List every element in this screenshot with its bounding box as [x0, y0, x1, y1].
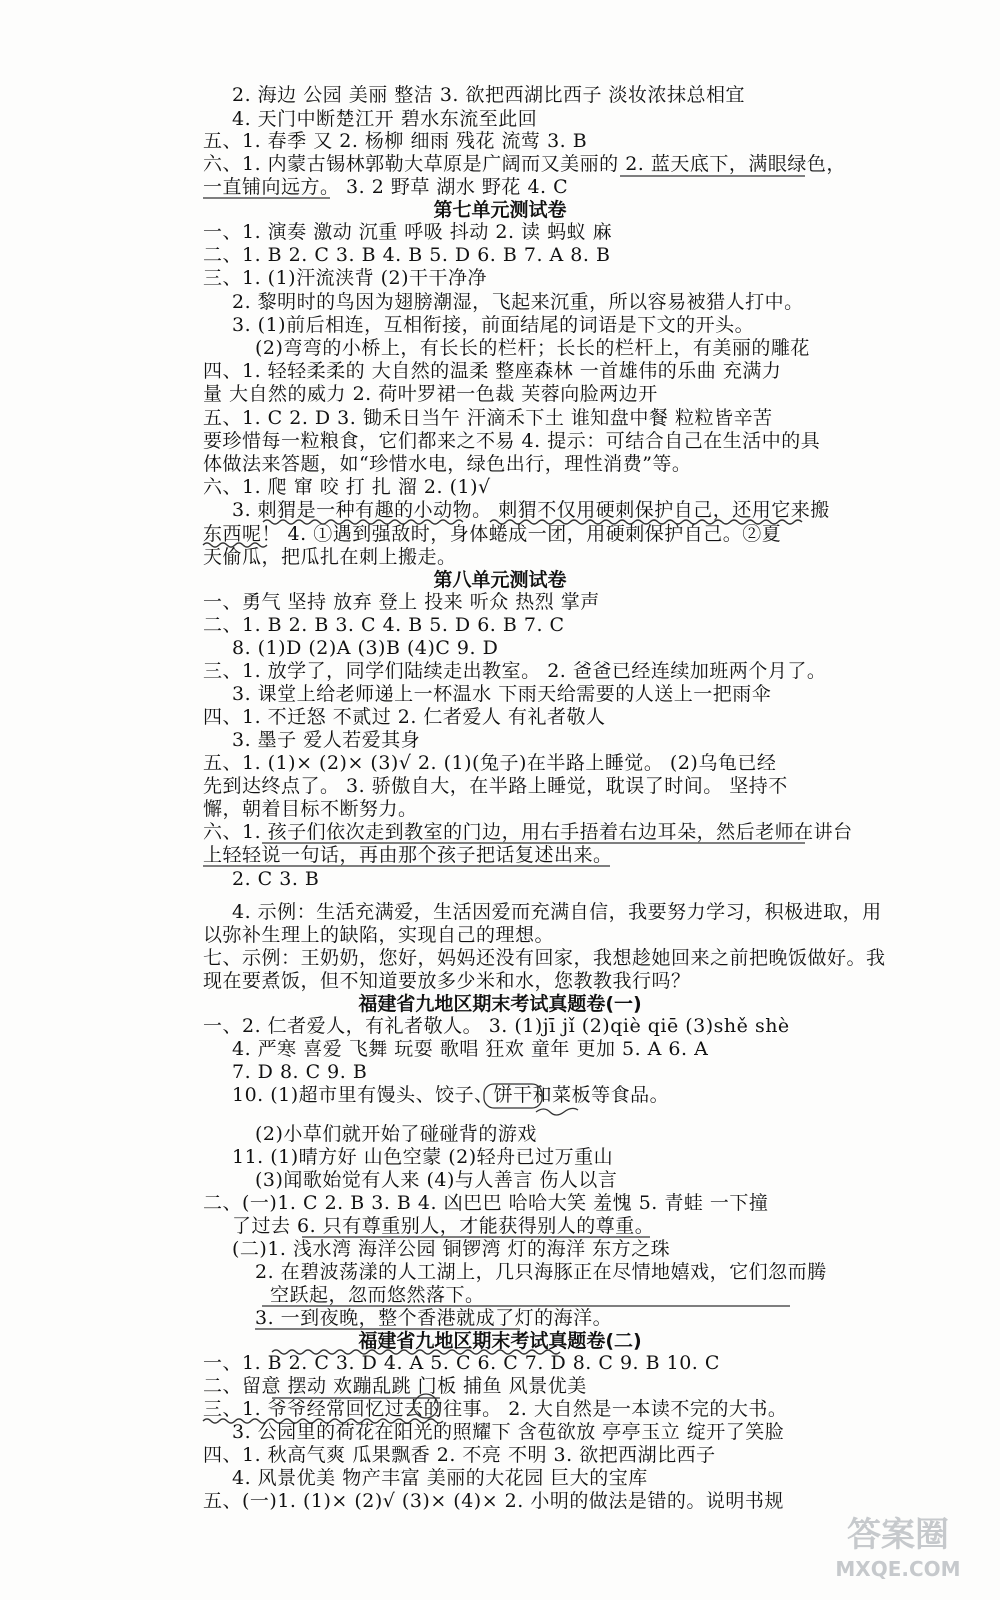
answer-line: 三、1. (1)汗流浃背 (2)干干净净 [203, 267, 488, 289]
watermark-logo [814, 1506, 982, 1586]
answer-line: 要珍惜每一粒粮食，它们都来之不易 4. 提示：可结合自己在生活中的具 [203, 430, 821, 452]
answer-line: (2)小草们就开始了碰碰背的游戏 [255, 1123, 537, 1145]
answer-line: 3. 课堂上给老师递上一杯温水 下雨天给需要的人送上一把雨伞 [232, 683, 772, 705]
wavy-underline-mark [490, 520, 802, 524]
wavy-underline-mark [272, 1350, 560, 1354]
answer-line: 二、留意 摆动 欢蹦乱跳 门板 捕鱼 风景优美 [203, 1375, 587, 1397]
answer-line: 一、1. B 2. C 3. D 4. A 5. C 6. C 7. D 8. C 9. B 10. C [203, 1352, 720, 1374]
answer-line: 一、勇气 坚持 放弃 登上 投来 听众 热烈 掌声 [203, 591, 600, 613]
answer-line: 空跃起，忽而悠然落下。 [270, 1284, 485, 1306]
answer-line: (3)闻歌始觉有人来 (4)与人善言 伤人以言 [255, 1169, 618, 1191]
answer-line: 现在要煮饭，但不知道要放多少米和水，您教教我行吗？ [203, 970, 691, 992]
section-title: 第八单元测试卷 [433, 569, 567, 591]
answer-line: 3. 刺猬是一种有趣的小动物。 刺猬不仅用硬刺保护自己，还用它来搬 [232, 499, 830, 521]
answer-line: 量 大自然的威力 2. 荷叶罗裙一色裁 芙蓉向脸两边开 [203, 383, 658, 405]
answer-line: 以弥补生理上的缺陷，实现自己的理想。 [203, 924, 555, 946]
answer-line: 七、示例：王奶奶，您好，妈妈还没有回家，我想趁她回来之前把晚饭做好。我 [203, 947, 886, 969]
answer-line: 一、2. 仁者爱人，有礼者敬人。 3. (1)jī jǐ (2)qiè qiē (3)shě shè [203, 1015, 790, 1037]
answer-line: 先到达终点了。 3. 骄傲自大，在半路上睡觉，耽误了时间。 坚持不 [203, 775, 788, 797]
answer-line: 4. 示例：生活充满爱，生活因爱而充满自信，我要努力学习，积极进取，用 [232, 901, 882, 923]
answer-line: 二、(一)1. C 2. B 3. B 4. 凶巴巴 哈哈大笑 羞愧 5. 青蛙 一下撞 [203, 1192, 769, 1214]
squiggle-mark [536, 1108, 578, 1115]
answer-line: 了过去 6. 只有尊重别人，才能获得别人的尊重。 [232, 1215, 655, 1237]
answer-line: 上轻轻说一句话，再由那个孩子把话复述出来。 [203, 844, 613, 866]
answer-line: 3. 一到夜晚，整个香港就成了灯的海洋。 [255, 1307, 613, 1329]
section-title: 福建省九地区期末考试真题卷(一) [358, 993, 642, 1015]
answer-line: 10. (1)超市里有馒头、饺子、饼干和菜板等食品。 [232, 1084, 670, 1106]
answer-line: 3. (1)前后相连，互相衔接，前面结尾的词语是下文的开头。 [232, 314, 755, 336]
wavy-underline-mark [203, 543, 267, 547]
answer-line: 六、1. 爬 窜 咬 打 扎 溜 2. (1)√ [203, 476, 491, 498]
answer-line: 4. 天门中断楚江开 碧水东流至此回 [232, 108, 538, 130]
answer-line: 三、1. 放学了，同学们陆续走出教室。 2. 爸爸已经连续加班两个月了。 [203, 660, 827, 682]
answer-line: 六、1. 孩子们依次走到教室的门边，用右手捂着右边耳朵，然后老师在讲台 [203, 821, 853, 843]
answer-line: 一直铺向远方。 3. 2 野草 湖水 野花 4. C [203, 176, 569, 198]
answer-line: 3. 公园里的荷花在阳光的照耀下 含苞欲放 亭亭玉立 绽开了笑脸 [232, 1421, 785, 1443]
watermark-logo-text: 答案圈 [847, 1515, 949, 1555]
answer-line: 2. 海边 公园 美丽 整洁 3. 欲把西湖比西子 淡妆浓抹总相宜 [232, 84, 746, 106]
section-title: 福建省九地区期末考试真题卷(二) [358, 1330, 642, 1352]
answer-line: 三、1. 爷爷经常回忆过去的往事。 2. 大自然是一本读不完的大书。 [203, 1398, 788, 1420]
answer-line: 东西呢！ 4. ①遇到强敌时，身体蜷成一团，用硬刺保护自己。②夏 [203, 523, 782, 545]
answer-line: 4. 严寒 喜爱 飞舞 玩耍 歌唱 狂欢 童年 更加 5. A 6. A [232, 1038, 709, 1060]
answer-line: 懈，朝着目标不断努力。 [203, 798, 418, 820]
answer-line: 二、1. B 2. C 3. B 4. B 5. D 6. B 7. A 8. B [203, 244, 611, 266]
answer-line: 天偷瓜，把瓜扎在刺上搬走。 [203, 546, 457, 568]
answer-line: 2. C 3. B [232, 868, 320, 890]
answer-line: 体做法来答题，如“珍惜水电，绿色出行，理性消费”等。 [203, 453, 692, 475]
wavy-underline-mark [263, 520, 463, 524]
answer-line: 五、(一)1. (1)× (2)√ (3)× (4)× 2. 小明的做法是错的。说明书规 [203, 1490, 784, 1512]
answer-line: 六、1. 内蒙古锡林郭勒大草原是广阔而又美丽的 2. 蓝天底下，满眼绿色， [203, 153, 846, 175]
answer-line: 四、1. 秋高气爽 瓜果飘香 2. 不亮 不明 3. 欲把西湖比西子 [203, 1444, 716, 1466]
answer-line: 四、1. 轻轻柔柔的 大自然的温柔 整座森林 一首雄伟的乐曲 充满力 [203, 360, 782, 382]
answer-line: 2. 在碧波荡漾的人工湖上，几只海豚正在尽情地嬉戏，它们忽而腾 [255, 1261, 827, 1283]
answer-line: (2)弯弯的小桥上，有长长的栏杆；长长的栏杆上，有美丽的雕花 [255, 337, 810, 359]
answer-line: (二)1. 浅水湾 海洋公园 铜锣湾 灯的海洋 东方之珠 [232, 1238, 671, 1260]
answer-line: 五、1. C 2. D 3. 锄禾日当午 汗滴禾下土 谁知盘中餐 粒粒皆辛苦 [203, 407, 773, 429]
answer-line: 二、1. B 2. B 3. C 4. B 5. D 6. B 7. C [203, 614, 565, 636]
answer-line: 11. (1)晴方好 山色空蒙 (2)轻舟已过万重山 [232, 1146, 614, 1168]
watermark-url-text: MXQE.COM [835, 1557, 961, 1581]
answer-line: 2. 黎明时的鸟因为翅膀潮湿，飞起来沉重，所以容易被猎人打中。 [232, 291, 804, 313]
section-title: 第七单元测试卷 [433, 199, 567, 221]
box-mark [484, 1084, 542, 1108]
answer-line: 五、1. 春季 又 2. 杨柳 细雨 残花 流莺 3. B [203, 130, 588, 152]
answer-line: 一、1. 演奏 激动 沉重 呼吸 抖动 2. 读 蚂蚁 麻 [203, 221, 613, 243]
answer-line: 8. (1)D (2)A (3)B (4)C 9. D [232, 637, 499, 659]
answer-line: 4. 风景优美 物产丰富 美丽的大花园 巨大的宝库 [232, 1467, 648, 1489]
answer-line: 四、1. 不迁怒 不贰过 2. 仁者爱人 有礼者敬人 [203, 706, 606, 728]
answer-line: 五、1. (1)× (2)× (3)√ 2. (1)(兔子)在半路上睡觉。 (2)乌龟已经 [203, 752, 777, 774]
answer-line: 7. D 8. C 9. B [232, 1061, 368, 1083]
wavy-underline-mark [203, 1419, 443, 1423]
answer-line: 3. 墨子 爱人若爱其身 [232, 729, 421, 751]
